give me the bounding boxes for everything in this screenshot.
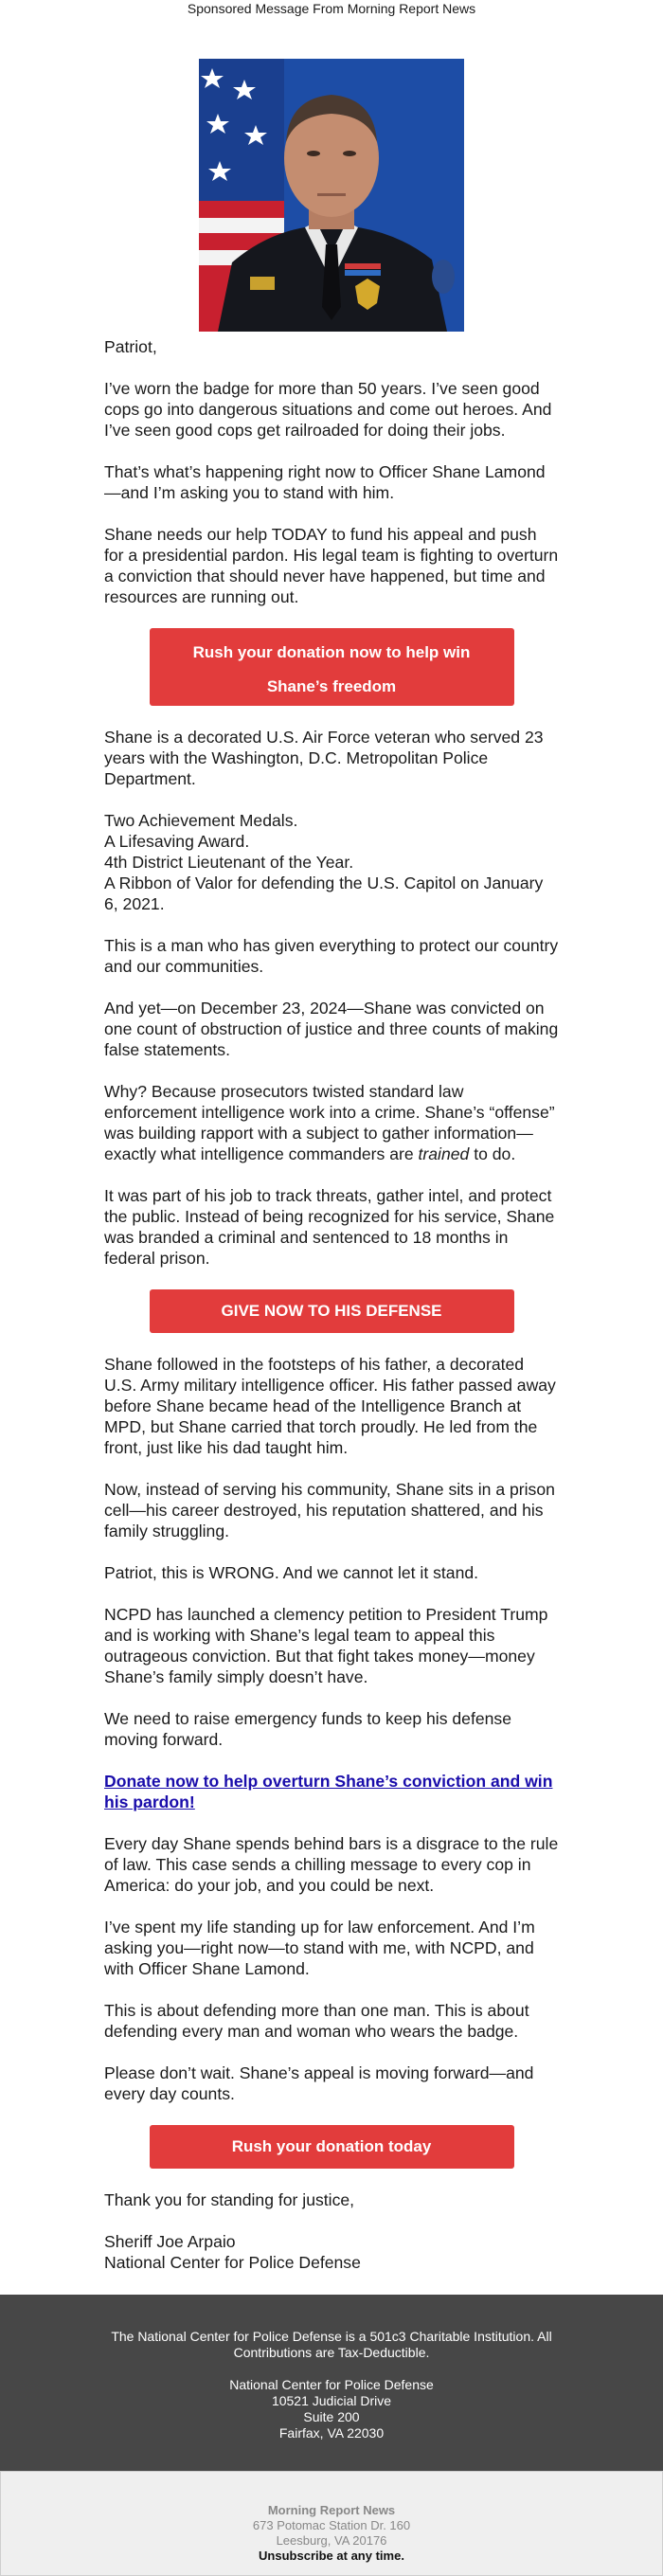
honor-item: Two Achievement Medals.: [104, 811, 298, 830]
paragraph: Shane followed in the footsteps of his father, a decorated U.S. Army military intelligence officer. His father passed away before Shane became head of the Intelligence Branch at MPD, but Shane carried that torch proudly. He led from the front, just like his dad taught him.: [104, 1355, 556, 1457]
signature: [104, 2231, 559, 2273]
closing: Thank you for standing for justice,: [104, 2190, 355, 2209]
paragraph: NCPD has launched a clemency petition to President Trump and is working with Shane’s legal team to appeal this outrageous conviction. But that fight takes money—money Shane’s family simply doesn’t have.: [104, 1605, 548, 1686]
paragraph: That’s what’s happening right now to Officer Shane Lamond—and I’m asking you to stand with him.: [104, 462, 546, 502]
signature-org: National Center for Police Defense: [104, 2253, 361, 2272]
message-body: [104, 336, 559, 2294]
honor-item: 4th District Lieutenant of the Year.: [104, 853, 354, 872]
paragraph: We need to raise emergency funds to keep his defense moving forward.: [104, 1709, 512, 1749]
address-line: Fairfax, VA 22030: [278, 2425, 385, 2441]
paragraph: It was part of his job to track threats, gather intel, and protect the public. Instead of being recognized for his service, Shane was branded a criminal and sentenced to 18 months in federal prison.: [104, 1186, 555, 1268]
signature-name: Sheriff Joe Arpaio: [104, 2232, 236, 2251]
officer-portrait-image: [199, 59, 464, 332]
sender-address-line: 673 Potomac Station Dr. 160: [252, 2518, 411, 2532]
tax-disclaimer: The National Center for Police Defense is a 501c3 Charitable Institution. All Contributions are Tax-Deductible.: [111, 2329, 552, 2360]
donate-link-paragraph: [104, 1771, 559, 1812]
sender-name: Morning Report News: [267, 2503, 396, 2517]
honors-list: [104, 810, 559, 914]
paragraph: Shane needs our help TODAY to fund his appeal and push for a presidential pardon. His legal team is fighting to overturn a conviction that should never have happened, but time and resources are running out.: [104, 525, 559, 606]
greeting: Patriot,: [104, 337, 157, 356]
paragraph: This is about defending more than one man. This is about defending every man and woman who wears the badge.: [104, 2001, 529, 2041]
address-line: Suite 200: [303, 2409, 360, 2424]
emphasis-text: trained: [418, 1144, 470, 1163]
hero-photo: [199, 59, 464, 332]
paragraph: I’ve worn the badge for more than 50 years. I’ve seen good cops go into dangerous situations and come out heroes. And I’ve seen good cops get railroaded for doing their jobs.: [104, 379, 552, 440]
honor-item: A Ribbon of Valor for defending the U.S. Capitol on January 6, 2021.: [104, 874, 544, 913]
paragraph: Now, instead of serving his community, Shane sits in a prison cell—his career destroyed, his reputation shattered, and his family struggling.: [104, 1480, 555, 1540]
donate-overturn-link[interactable]: Donate now to help overturn Shane’s conviction and win his pardon!: [104, 1772, 553, 1811]
paragraph: Every day Shane spends behind bars is a disgrace to the rule of law. This case sends a chilling message to every cop in America: do your job, and you could be next.: [104, 1834, 559, 1895]
give-now-button[interactable]: GIVE NOW TO HIS DEFENSE: [150, 1289, 514, 1333]
sponsored-header: Sponsored Message From Morning Report News: [187, 1, 476, 16]
address-line: 10521 Judicial Drive: [271, 2393, 392, 2408]
unsubscribe-link[interactable]: Unsubscribe at any time.: [259, 2549, 404, 2563]
paragraph-text: Why? Because prosecutors twisted standard law enforcement intelligence work into a crime. Shane’s “offense” was building rapport with a subject to gather information—exactly what intelligence commanders are: [104, 1082, 555, 1163]
footer-sender: [0, 2471, 663, 2576]
paragraph: [104, 1081, 559, 1164]
paragraph: This is a man who has given everything to protect our country and our communities.: [104, 936, 559, 976]
paragraph: Please don’t wait. Shane’s appeal is moving forward—and every day counts.: [104, 2063, 534, 2103]
donate-today-button[interactable]: Rush your donation today: [150, 2125, 514, 2169]
paragraph: And yet—on December 23, 2024—Shane was convicted on one count of obstruction of justice and three counts of making false statements.: [104, 999, 559, 1059]
paragraph: Shane is a decorated U.S. Air Force veteran who served 23 years with the Washington, D.C. Metropolitan Police Department.: [104, 728, 544, 788]
honor-item: A Lifesaving Award.: [104, 832, 250, 851]
footer-disclaimer: [0, 2295, 663, 2471]
donate-freedom-button[interactable]: Rush your donation now to help win Shane’s freedom: [150, 628, 514, 706]
paragraph: I’ve spent my life standing up for law enforcement. And I’m asking you—right now—to stand with me, with NCPD, and with Officer Shane Lamond.: [104, 1918, 535, 1978]
paragraph-text: to do.: [469, 1144, 516, 1163]
footer-address: [0, 2377, 663, 2441]
sender-address-line: Leesburg, VA 20176: [276, 2533, 387, 2548]
paragraph: Patriot, this is WRONG. And we cannot let it stand.: [104, 1563, 479, 1582]
address-line: National Center for Police Defense: [229, 2377, 434, 2392]
